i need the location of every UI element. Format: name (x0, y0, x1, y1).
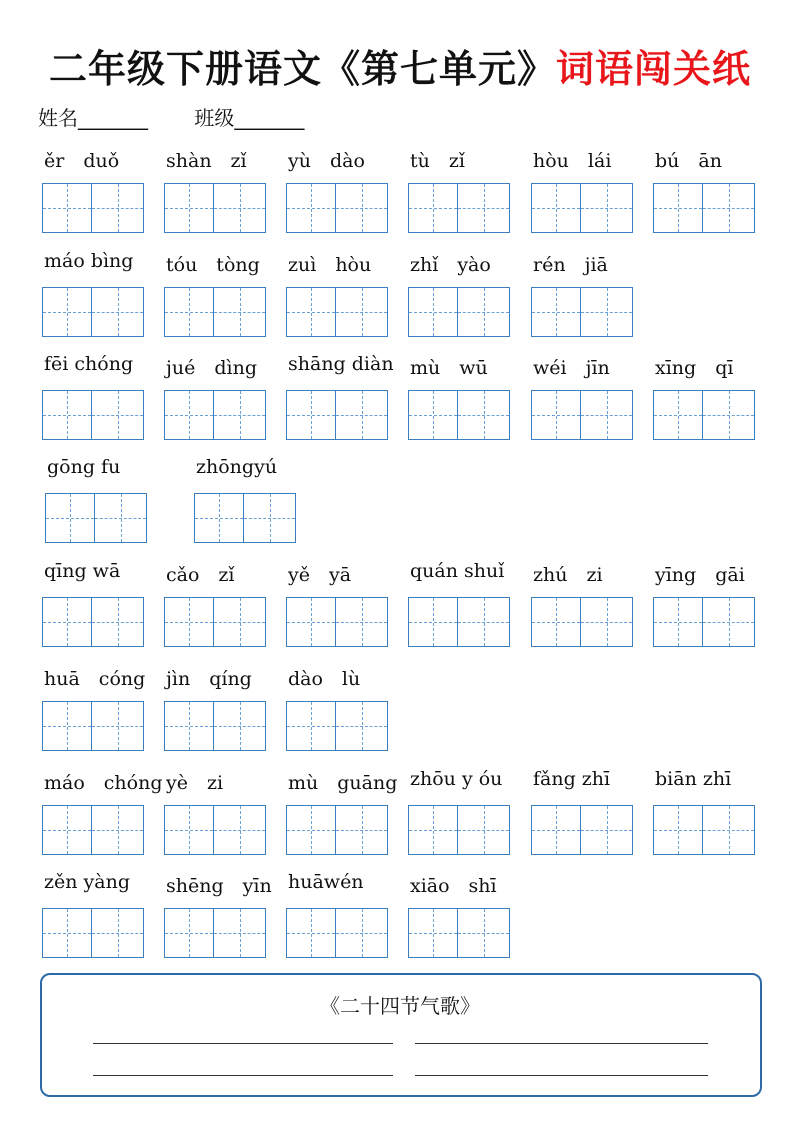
student-info (38, 102, 344, 131)
tianzige-cell[interactable] (164, 597, 214, 647)
writing-grid[interactable] (45, 493, 147, 543)
writing-grid[interactable] (408, 287, 510, 337)
pinyin-label: xiāo shī (410, 875, 497, 897)
tianzige-cell[interactable] (164, 908, 214, 958)
writing-grid[interactable] (653, 390, 755, 440)
tianzige-cell[interactable] (42, 597, 92, 647)
tianzige-cell[interactable] (336, 701, 388, 751)
tianzige-cell[interactable] (653, 597, 703, 647)
tianzige-cell[interactable] (164, 287, 214, 337)
tianzige-cell[interactable] (458, 908, 510, 958)
writing-grid[interactable] (164, 390, 266, 440)
pinyin-label: qīng wā (44, 560, 121, 582)
poem-title: 《二十四节气歌》 (320, 994, 480, 1018)
writing-grid[interactable] (653, 805, 755, 855)
writing-grid[interactable] (531, 805, 633, 855)
tianzige-cell[interactable] (286, 805, 336, 855)
writing-grid[interactable] (408, 805, 510, 855)
pinyin-label: zhú zi (533, 564, 603, 586)
tianzige-cell[interactable] (45, 493, 95, 543)
pinyin-label: zhǐ yào (410, 254, 491, 276)
pinyin-label: yě yā (288, 564, 352, 586)
pinyin-label: huā cóng (44, 668, 146, 690)
tianzige-cell[interactable] (458, 597, 510, 647)
writing-grid[interactable] (42, 390, 144, 440)
tianzige-cell[interactable] (653, 183, 703, 233)
writing-grid[interactable] (286, 597, 388, 647)
tianzige-cell[interactable] (42, 805, 92, 855)
page-title (0, 38, 800, 93)
writing-grid[interactable] (653, 183, 755, 233)
tianzige-cell[interactable] (164, 805, 214, 855)
writing-grid[interactable] (42, 908, 144, 958)
tianzige-cell[interactable] (286, 287, 336, 337)
tianzige-cell[interactable] (458, 287, 510, 337)
pinyin-label: quán shuǐ (410, 560, 505, 582)
tianzige-cell[interactable] (42, 287, 92, 337)
writing-grid[interactable] (408, 183, 510, 233)
pinyin-label: biān zhī (655, 768, 732, 790)
tianzige-cell[interactable] (92, 597, 144, 647)
tianzige-cell[interactable] (42, 390, 92, 440)
pinyin-label: yè zi (166, 772, 224, 794)
writing-grid[interactable] (531, 183, 633, 233)
tianzige-cell[interactable] (336, 183, 388, 233)
tianzige-cell[interactable] (408, 805, 458, 855)
tianzige-cell[interactable] (408, 908, 458, 958)
tianzige-cell[interactable] (458, 390, 510, 440)
tianzige-cell[interactable] (531, 390, 581, 440)
pinyin-label: zhōu y óu (410, 768, 503, 790)
tianzige-cell[interactable] (92, 183, 144, 233)
tianzige-cell[interactable] (531, 287, 581, 337)
tianzige-cell[interactable] (286, 183, 336, 233)
writing-grid[interactable] (408, 390, 510, 440)
tianzige-cell[interactable] (286, 390, 336, 440)
tianzige-cell[interactable] (336, 390, 388, 440)
writing-grid[interactable] (164, 597, 266, 647)
pinyin-label: jué dìng (166, 357, 258, 379)
writing-grid[interactable] (42, 597, 144, 647)
pinyin-label: mù wū (410, 357, 488, 379)
tianzige-cell[interactable] (336, 805, 388, 855)
writing-grid[interactable] (286, 805, 388, 855)
writing-grid[interactable] (286, 701, 388, 751)
tianzige-cell[interactable] (408, 287, 458, 337)
pinyin-label: zěn yàng (44, 871, 130, 893)
pinyin-label: tù zǐ (410, 150, 465, 172)
tianzige-cell[interactable] (703, 390, 755, 440)
tianzige-cell[interactable] (214, 183, 266, 233)
pinyin-label: máo chóng (44, 772, 163, 794)
writing-grid[interactable] (531, 597, 633, 647)
writing-grid[interactable] (42, 287, 144, 337)
tianzige-cell[interactable] (92, 701, 144, 751)
pinyin-label: tóu tòng (166, 254, 260, 276)
writing-grid[interactable] (286, 390, 388, 440)
tianzige-cell[interactable] (531, 805, 581, 855)
pinyin-label: gōng fu (47, 456, 121, 478)
tianzige-cell[interactable] (92, 287, 144, 337)
tianzige-cell[interactable] (458, 805, 510, 855)
tianzige-cell[interactable] (194, 493, 244, 543)
writing-grid[interactable] (42, 183, 144, 233)
writing-grid[interactable] (286, 908, 388, 958)
tianzige-cell[interactable] (286, 597, 336, 647)
tianzige-cell[interactable] (531, 183, 581, 233)
tianzige-cell[interactable] (581, 390, 633, 440)
tianzige-cell[interactable] (42, 701, 92, 751)
tianzige-cell[interactable] (244, 493, 296, 543)
writing-grid[interactable] (653, 597, 755, 647)
tianzige-cell[interactable] (164, 701, 214, 751)
pinyin-label: hòu lái (533, 150, 612, 172)
tianzige-cell[interactable] (703, 805, 755, 855)
tianzige-cell[interactable] (336, 597, 388, 647)
title-highlight: 词语闯关纸 (556, 47, 752, 91)
tianzige-cell[interactable] (703, 597, 755, 647)
pinyin-label: yīng gāi (655, 564, 745, 586)
pinyin-label: jìn qíng (166, 668, 252, 690)
writing-line[interactable] (93, 1043, 393, 1044)
name-field[interactable]: 姓名_______ (38, 106, 148, 130)
writing-grid[interactable] (164, 908, 266, 958)
tianzige-cell[interactable] (408, 390, 458, 440)
tianzige-cell[interactable] (92, 390, 144, 440)
tianzige-cell[interactable] (581, 287, 633, 337)
writing-grid[interactable] (164, 287, 266, 337)
tianzige-cell[interactable] (164, 390, 214, 440)
writing-line[interactable] (415, 1075, 708, 1076)
pinyin-label: yù dào (288, 150, 365, 172)
tianzige-cell[interactable] (92, 908, 144, 958)
tianzige-cell[interactable] (214, 390, 266, 440)
tianzige-cell[interactable] (703, 183, 755, 233)
writing-grid[interactable] (164, 183, 266, 233)
pinyin-label: fēi chóng (44, 353, 134, 375)
tianzige-cell[interactable] (214, 805, 266, 855)
pinyin-label: xīng qī (655, 357, 734, 379)
tianzige-cell[interactable] (336, 287, 388, 337)
tianzige-cell[interactable] (92, 805, 144, 855)
tianzige-cell[interactable] (581, 805, 633, 855)
pinyin-label: shāng diàn (288, 353, 394, 375)
tianzige-cell[interactable] (653, 805, 703, 855)
pinyin-label: bú ān (655, 150, 722, 172)
writing-grid[interactable] (194, 493, 296, 543)
tianzige-cell[interactable] (581, 597, 633, 647)
writing-grid[interactable] (408, 597, 510, 647)
pinyin-label: shàn zǐ (166, 150, 247, 172)
writing-line[interactable] (415, 1043, 708, 1044)
tianzige-cell[interactable] (214, 701, 266, 751)
tianzige-cell[interactable] (408, 597, 458, 647)
title-main: 二年级下册语文《第七单元》 (48, 47, 556, 91)
pinyin-label: huāwén (288, 871, 364, 893)
pinyin-label: mù guāng (288, 772, 398, 794)
writing-grid[interactable] (42, 701, 144, 751)
writing-line[interactable] (93, 1075, 393, 1076)
tianzige-cell[interactable] (214, 908, 266, 958)
pinyin-label: ěr duǒ (44, 150, 120, 172)
writing-grid[interactable] (531, 390, 633, 440)
pinyin-label: rén jiā (533, 254, 608, 276)
tianzige-cell[interactable] (336, 908, 388, 958)
class-field[interactable]: 班级_______ (194, 106, 305, 130)
pinyin-label: fǎng zhī (533, 768, 611, 790)
tianzige-cell[interactable] (95, 493, 147, 543)
pinyin-label: dào lù (288, 668, 361, 690)
pinyin-label: shēng yīn (166, 875, 272, 897)
writing-grid[interactable] (286, 287, 388, 337)
tianzige-cell[interactable] (458, 183, 510, 233)
tianzige-cell[interactable] (214, 287, 266, 337)
tianzige-cell[interactable] (42, 908, 92, 958)
pinyin-label: zhōngyú (196, 456, 278, 478)
pinyin-label: máo bìng (44, 250, 134, 272)
tianzige-cell[interactable] (214, 597, 266, 647)
tianzige-cell[interactable] (42, 183, 92, 233)
pinyin-label: wéi jīn (533, 357, 610, 379)
writing-grid[interactable] (531, 287, 633, 337)
tianzige-cell[interactable] (286, 701, 336, 751)
writing-grid[interactable] (164, 805, 266, 855)
writing-grid[interactable] (164, 701, 266, 751)
tianzige-cell[interactable] (164, 183, 214, 233)
writing-grid[interactable] (42, 805, 144, 855)
writing-grid[interactable] (408, 908, 510, 958)
tianzige-cell[interactable] (408, 183, 458, 233)
tianzige-cell[interactable] (531, 597, 581, 647)
tianzige-cell[interactable] (653, 390, 703, 440)
pinyin-label: zuì hòu (288, 254, 372, 276)
tianzige-cell[interactable] (286, 908, 336, 958)
pinyin-label: cǎo zǐ (166, 564, 235, 586)
tianzige-cell[interactable] (581, 183, 633, 233)
writing-grid[interactable] (286, 183, 388, 233)
